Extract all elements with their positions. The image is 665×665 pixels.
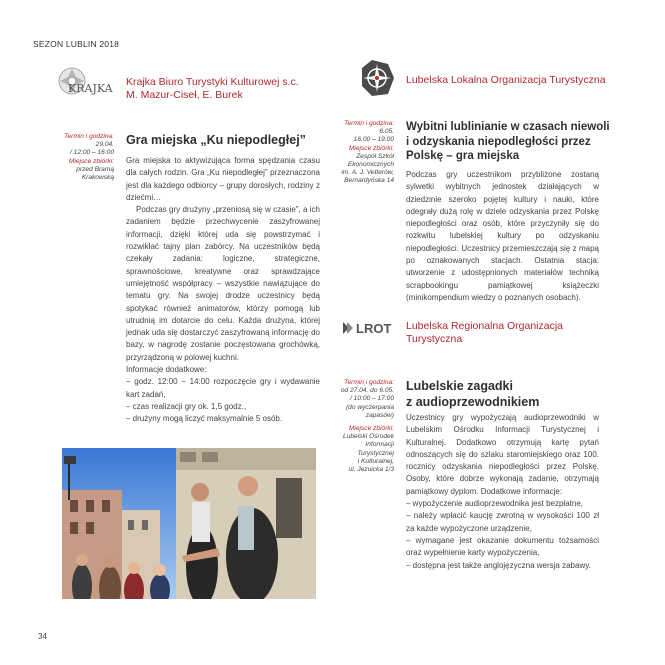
term-label: Termin i godzina:: [344, 120, 394, 127]
term-label: Termin i godzina:: [344, 379, 394, 386]
org-name-llot: Lubelska Lokalna Organizacja Turystyczna: [406, 74, 606, 86]
running-head: SEZON LUBLIN 2018: [33, 39, 120, 49]
term-date: od 27.04. do 6.05.: [340, 387, 394, 395]
place-line: Lubelski Ośrodek: [343, 433, 394, 441]
place-line: Bernardyńska 14: [344, 177, 394, 185]
paragraph: Gra miejska to aktywizująca forma spędzania czasu dla całych rodzin. Gra „Ku niepodległej” przeznaczona jest dla każdego odbiorcy – grupy dorosłych, rodziny z dziećmi…: [126, 156, 320, 202]
event-description-krajka: [126, 155, 320, 426]
lrot-logo-icon: [342, 320, 392, 336]
page-number: 34: [38, 632, 47, 641]
place-line: przed Bramą: [76, 165, 114, 173]
place-label: Miejsce zbiórki:: [348, 144, 394, 152]
term-note: (do wyczerpania: [345, 403, 394, 411]
info-item: – wypożyczenie audioprzewodnika jest bezpłatne,: [406, 499, 583, 509]
place-line: i Kulturalnej,: [357, 457, 394, 465]
info-item: – drużyny mogą liczyć maksymalnie 5 osób.: [126, 414, 283, 424]
term-date: 29.04.: [95, 141, 114, 149]
info-item: – czas realizacji gry ok. 1,5 godz.,: [126, 401, 247, 411]
event-title-krajka: Gra miejska „Ku niepodległej”: [126, 133, 306, 147]
info-item: – dostępna jest także anglojęzyczna wersja zabawy.: [406, 560, 591, 570]
place-line: Krakowską: [81, 174, 114, 182]
place-label: Miejsce zbiórki:: [348, 425, 394, 433]
paragraph: Podczas gry drużyny „przeniosą się w czasie”, a ich zadaniem będzie przechwycenie zaszyfrowanej informacji, dzięki której uda się powstrzymać i rozwikłać tajny plan zabórcy. Na uczestników będą czekały zadania: logiczne, strategiczne, sprawnościowe, kreatywne oraz sprawdzające umiejętność współpracy – wszystkie nawiązujące do tematu gry. Na swojej drodze uczestnicy będą spotykać również animatorów, którzy pomogą lub utrudnią im dotarcie do celu. Każda drużyna, której jednak uda się dostarczyć zaszyfrowaną informację do bazy, w nagrodę zostanie poczęstowana grochówką, przyrządzoną w polowej kuchni.: [126, 205, 320, 362]
title-line: Polskę – gra miejska: [406, 150, 520, 162]
event-title-lrot: [406, 379, 606, 410]
place-line: Turystycznej: [357, 449, 394, 457]
event-description-lrot: [406, 412, 599, 572]
org-name-line-2: Turystyczna: [406, 333, 463, 345]
krajka-logo-text: KRAJKA: [68, 82, 113, 95]
org-name-krajka: [126, 76, 336, 102]
paragraph: Uczestnicy gry wypożyczają audioprzewodniki w Lubelskim Ośrodku Informacji Turystycznej i Kulturalnej. Dodatkowo otrzymują kartę pytań odnoszących się do szlaku staromiejskiego oraz 100. rocznicy odzyskania niepodległości przez Polskę. Osoby, które dobrze wykonają zadanie, otrzymają pamiątkowy dyplom. Dodatkowe informacje:: [406, 413, 599, 496]
place-line: im. A. J. Vetterów,: [341, 169, 394, 177]
event-photo: [62, 448, 316, 599]
term-note: zapasów): [365, 411, 394, 419]
info-item: – należy wpłacić kaucję zwrotną w wysokości 100 zł za każde wypożyczone urządzenie,: [406, 511, 599, 533]
term-time: / 10:00 – 17:00: [350, 395, 394, 403]
info-item: – godz. 12:00 – 14:00 rozpoczęcie gry i wydawanie kart zadań,: [126, 377, 320, 399]
krajka-logo-icon: [58, 65, 116, 97]
place-line: Informacji: [365, 441, 394, 449]
org-name-lrot: [406, 320, 626, 346]
place-line: Zespół Szkół: [356, 152, 394, 160]
org-name-line-2: M. Mazur-Ciseł, E. Burek: [126, 89, 243, 101]
term-label: Termin i godzina:: [64, 133, 114, 140]
place-line: Ekonomicznych: [347, 161, 394, 169]
term-time: 16.00 – 19.00: [353, 136, 394, 144]
org-name-line-1: Lubelska Regionalna Organizacja: [406, 320, 564, 332]
lrot-logo-text: LROT: [356, 321, 392, 336]
title-line: z audioprzewodnikiem: [406, 394, 540, 409]
llot-compass-logo-icon: [358, 58, 396, 98]
title-line: Lubelskie zagadki: [406, 379, 513, 393]
event-meta-lrot: [318, 379, 394, 474]
event-title-llot: [406, 120, 616, 164]
place-line: ul. Jezuicka 1/3: [348, 466, 394, 474]
info-item: – wymagane jest okazanie dokumentu tożsamości oraz wypełnienie karty wypożyczenia,: [406, 535, 599, 558]
event-meta-krajka: [40, 133, 114, 182]
title-line: Wybitni lublinianie w czasach niewoli: [406, 121, 610, 133]
event-description-llot: [406, 169, 599, 304]
info-label: Informacje dodatkowe:: [126, 365, 207, 375]
event-meta-llot: [318, 120, 394, 186]
title-line: i odzyskania niepodległości przez: [406, 135, 591, 148]
term-time: / 12:00 – 16:00: [70, 149, 114, 157]
paragraph: Podczas gry uczestnikom przybliżone zostaną sylwetki wybitnych jednostek działających w dziedzinie szeroko pojętej kultury i nauki, które odegrały dużą rolę w dziele odzyskania przez Polskę niepodległości oraz osób, które przyczyniły się do rozkwitu lubelskiej kultury po odzyskaniu niepodległości. Uczestnicy przemieszczają się z mapą po oznakowanych stacjach. Ostatnia stacja: utworzenie z udostępnionych materiałów techniką scrapbookingu pamiątkowej książeczki (minikompendium wiedzy o poznanych osobach).: [406, 170, 599, 302]
term-date: 6.05.: [379, 128, 394, 136]
org-name-line-1: Krajka Biuro Turystyki Kulturowej s.c.: [126, 76, 299, 88]
place-label: Miejsce zbiórki:: [68, 157, 114, 165]
